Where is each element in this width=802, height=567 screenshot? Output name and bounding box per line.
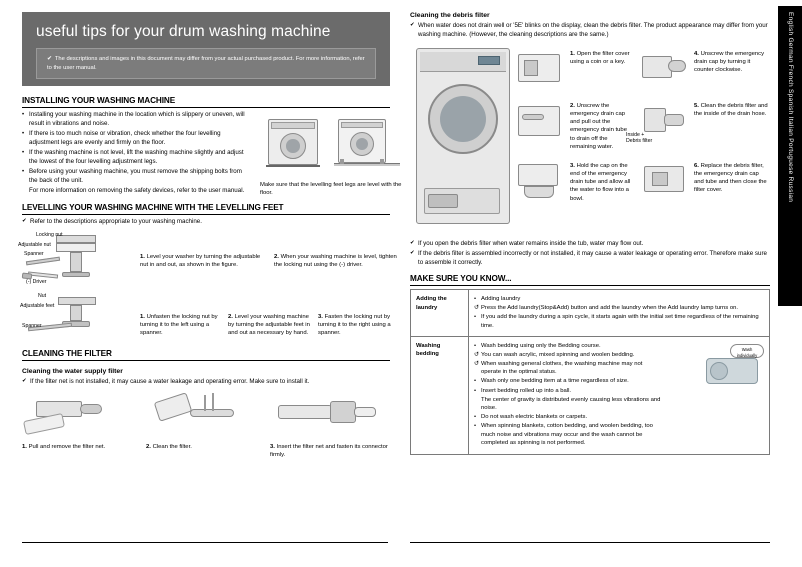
step-number: 2. — [146, 443, 151, 450]
row-content-adding-laundry — [469, 289, 770, 336]
filter-step-figure-2 — [146, 391, 258, 439]
list-item: • Installing your washing machine in the location which is slippery or uneven, will result in vibrations and noise. — [22, 111, 250, 129]
debris-step-figure-4 — [638, 48, 690, 88]
filter-step-3 — [270, 443, 396, 460]
levelling-step-1 — [140, 253, 268, 270]
step-text: Fasten the locking nut by turning it to the right using a spanner. — [318, 313, 391, 337]
row-label-washing-bedding: Washing bedding — [411, 336, 469, 454]
left-footer-rule — [22, 542, 388, 543]
debris-warning-1: ✔ If you open the debris filter when water remains inside the tub, water may flow out. — [410, 240, 770, 249]
list-item: • If you add the laundry during a spin cycle, it starts again with the initial set time regardless of the remaining time. — [474, 313, 764, 330]
debris-step-figure-3 — [514, 160, 566, 204]
left-column — [0, 0, 400, 567]
levelling-feet-caption: Make sure that the levelling feet legs are level with the floor. — [260, 182, 402, 197]
debris-step-figure-2 — [514, 100, 566, 144]
debris-step-5 — [694, 102, 768, 119]
label-spanner-2: Spanner — [22, 322, 42, 329]
feet-step-1 — [140, 313, 224, 338]
feet-step-3 — [318, 313, 406, 338]
wash-individually-figure — [700, 344, 766, 390]
banner-note-text: The descriptions and images in this document may differ from your actual purchased product. For more information, refer to the user manual. — [47, 56, 365, 71]
right-column — [400, 0, 778, 567]
step-text: Clean the filter. — [152, 443, 192, 450]
section-levelling-heading: LEVELLING YOUR WASHING MACHINE WITH THE LEVELLING FEET — [22, 203, 390, 215]
debris-step-2 — [570, 102, 632, 152]
step-number: 5. — [694, 102, 699, 109]
debris-step-figure-1 — [514, 48, 566, 88]
list-item: • Insert bedding rolled up into a ball. — [474, 387, 664, 396]
levelling-step-2 — [274, 253, 406, 270]
step-number: 1. — [570, 50, 575, 57]
step-text: Open the filter cover using a coin or a key. — [570, 50, 630, 65]
step-text: Replace the debris filter, the emergency drain cap and tube and then close the filter cover. — [694, 162, 767, 194]
label-nut: Nut — [38, 292, 47, 299]
label-adjustable-feet: Adjustable feet — [20, 302, 55, 309]
debris-step-4 — [694, 50, 768, 75]
right-footer-rule — [410, 542, 770, 543]
language-side-tab — [778, 0, 802, 567]
step-text: Unscrew the emergency drain cap by turning it counter clockwise. — [694, 50, 765, 74]
list-item: ↺ Press the Add laundry(Stop&Add) button and add the laundry when the Add laundry lamp turns on. — [474, 304, 764, 313]
list-item: • Wash bedding using only the Bedding course. — [474, 342, 664, 351]
header-banner — [22, 12, 390, 86]
filter-step-1 — [22, 443, 140, 451]
make-sure-table — [410, 289, 770, 455]
table-row — [411, 336, 770, 454]
label-driver: (-) Driver — [26, 278, 47, 285]
step-text: Level your washer by turning the adjustable nut in and out, as shown in the figure. — [140, 253, 261, 269]
filter-step-figure-3 — [270, 391, 390, 439]
wash-individually-label: Wash individually — [730, 344, 764, 358]
step-number: 2. — [570, 102, 575, 109]
washing-machine-illustration — [410, 48, 514, 234]
step-number: 4. — [694, 50, 699, 57]
list-item: ↺ When washing general clothes, the washing machine may not operate in the optimal status. — [474, 360, 664, 377]
step-number: 3. — [270, 443, 275, 450]
debris-step-6 — [694, 162, 768, 195]
step-text: When your washing machine is level, tighten the locking nut using the (-) driver. — [274, 253, 397, 269]
table-row — [411, 289, 770, 336]
step-number: 1. — [22, 443, 27, 450]
step-number: 1. — [140, 313, 145, 320]
list-item: • When spinning blankets, cotton bedding, and woolen bedding, too much noise and vibrations may occur and the wash cannot be completed as spinning is not performed. — [474, 422, 664, 448]
inside-debris-filter-label: Inside + Debris filter — [626, 131, 653, 145]
list-item: • Wash only one bedding item at a time regardless of size. — [474, 377, 664, 386]
page-title: useful tips for your drum washing machine — [36, 23, 331, 40]
step-text: Insert the filter net and fasten its connector firmly. — [270, 443, 388, 458]
feet-step-2 — [228, 313, 312, 338]
debris-filter-heading: Cleaning the debris filter — [410, 12, 490, 19]
levelling-nut-figure — [18, 229, 134, 287]
step-text: Pull and remove the filter net. — [28, 443, 106, 450]
step-text: Clean the debris filter and the inside of the drain hose. — [694, 102, 768, 117]
section-cleaning-filter-heading: CLEANING THE FILTER — [22, 349, 390, 361]
list-item: • Before using your washing machine, you must remove the shipping bolts from the back of the unit. — [22, 168, 250, 186]
filter-step-2 — [146, 443, 264, 451]
list-item: • Adding laundry — [474, 295, 764, 304]
levelling-check-note: ✔ Refer to the descriptions appropriate to your washing machine. — [22, 218, 390, 227]
list-item: • If the washing machine is not level, lift the washing machine slightly and adjust the lowest of the four levelling adjustment legs. — [22, 149, 250, 167]
step-number: 3. — [318, 313, 323, 320]
debris-step-1 — [570, 50, 632, 67]
label-spanner: Spanner — [24, 250, 44, 257]
section-installing-heading: INSTALLING YOUR WASHING MACHINE — [22, 96, 390, 108]
row-content-washing-bedding — [469, 336, 770, 454]
filter-check-note: ✔ If the filter net is not installed, it may cause a water leakage and operating error. Make sure to install it. — [22, 378, 390, 387]
list-item: • If there is too much noise or vibration, check whether the four levelling adjustment legs are evenly and firmly on the floor. — [22, 130, 250, 148]
levelling-feet-figure — [256, 113, 406, 179]
step-number: 2. — [274, 253, 279, 260]
debris-check-note: ✔ When water does not drain well or '5E' blinks on the display, clean the debris filter. The product appearance may differ from your washing machine. (However, the cleaning descriptions are the same.) — [410, 22, 770, 40]
language-list: English German French Spanish Italian Portuguese Russian — [778, 6, 802, 306]
step-number: 2. — [228, 313, 233, 320]
list-item: ↺ You can wash acrylic, mixed spinning and woolen bedding. — [474, 351, 664, 360]
check-icon: ✔ — [47, 56, 52, 62]
banner-note — [36, 48, 376, 79]
step-text: Unscrew the emergency drain cap and pull out the emergency drain tube to drain off the remaining water. — [570, 102, 627, 150]
list-item: • Do not wash electric blankets or carpets. — [474, 413, 664, 422]
step-text: Unfasten the locking nut by turning it to the left using a spanner. — [140, 313, 218, 337]
section-make-sure-heading: MAKE SURE YOU KNOW... — [410, 274, 770, 286]
step-number: 6. — [694, 162, 699, 169]
adjustable-feet-figure — [22, 291, 134, 341]
cleaning-water-supply-subheading: Cleaning the water supply filter — [22, 367, 123, 375]
label-adjustable-nut: Adjustable nut — [18, 241, 51, 248]
step-number: 1. — [140, 253, 145, 260]
debris-step-figure-6 — [638, 160, 690, 204]
installing-bullets — [22, 111, 250, 196]
label-locking-nut: Locking nut — [36, 231, 63, 238]
step-number: 3. — [570, 162, 575, 169]
step-text: Hold the cap on the end of the emergency drain tube and allow all the water to flow into a bowl. — [570, 162, 631, 202]
filter-step-figure-1 — [22, 391, 134, 439]
debris-step-3 — [570, 162, 632, 203]
list-item-continuation: For more information on removing the safety devices, refer to the user manual. — [29, 187, 245, 195]
row-label-adding-laundry: Adding the laundry — [411, 289, 469, 336]
list-item: The center of gravity is distributed evenly causing less vibrations and noise. — [481, 396, 661, 412]
debris-warning-2: ✔ If the debris filter is assembled incorrectly or not installed, it may cause a water leakage or operating error. Therefore make sure to assemble it correctly. — [410, 250, 770, 268]
step-text: Level your washing machine by turning the adjustable feet in and out as necessary by hand. — [228, 313, 310, 337]
